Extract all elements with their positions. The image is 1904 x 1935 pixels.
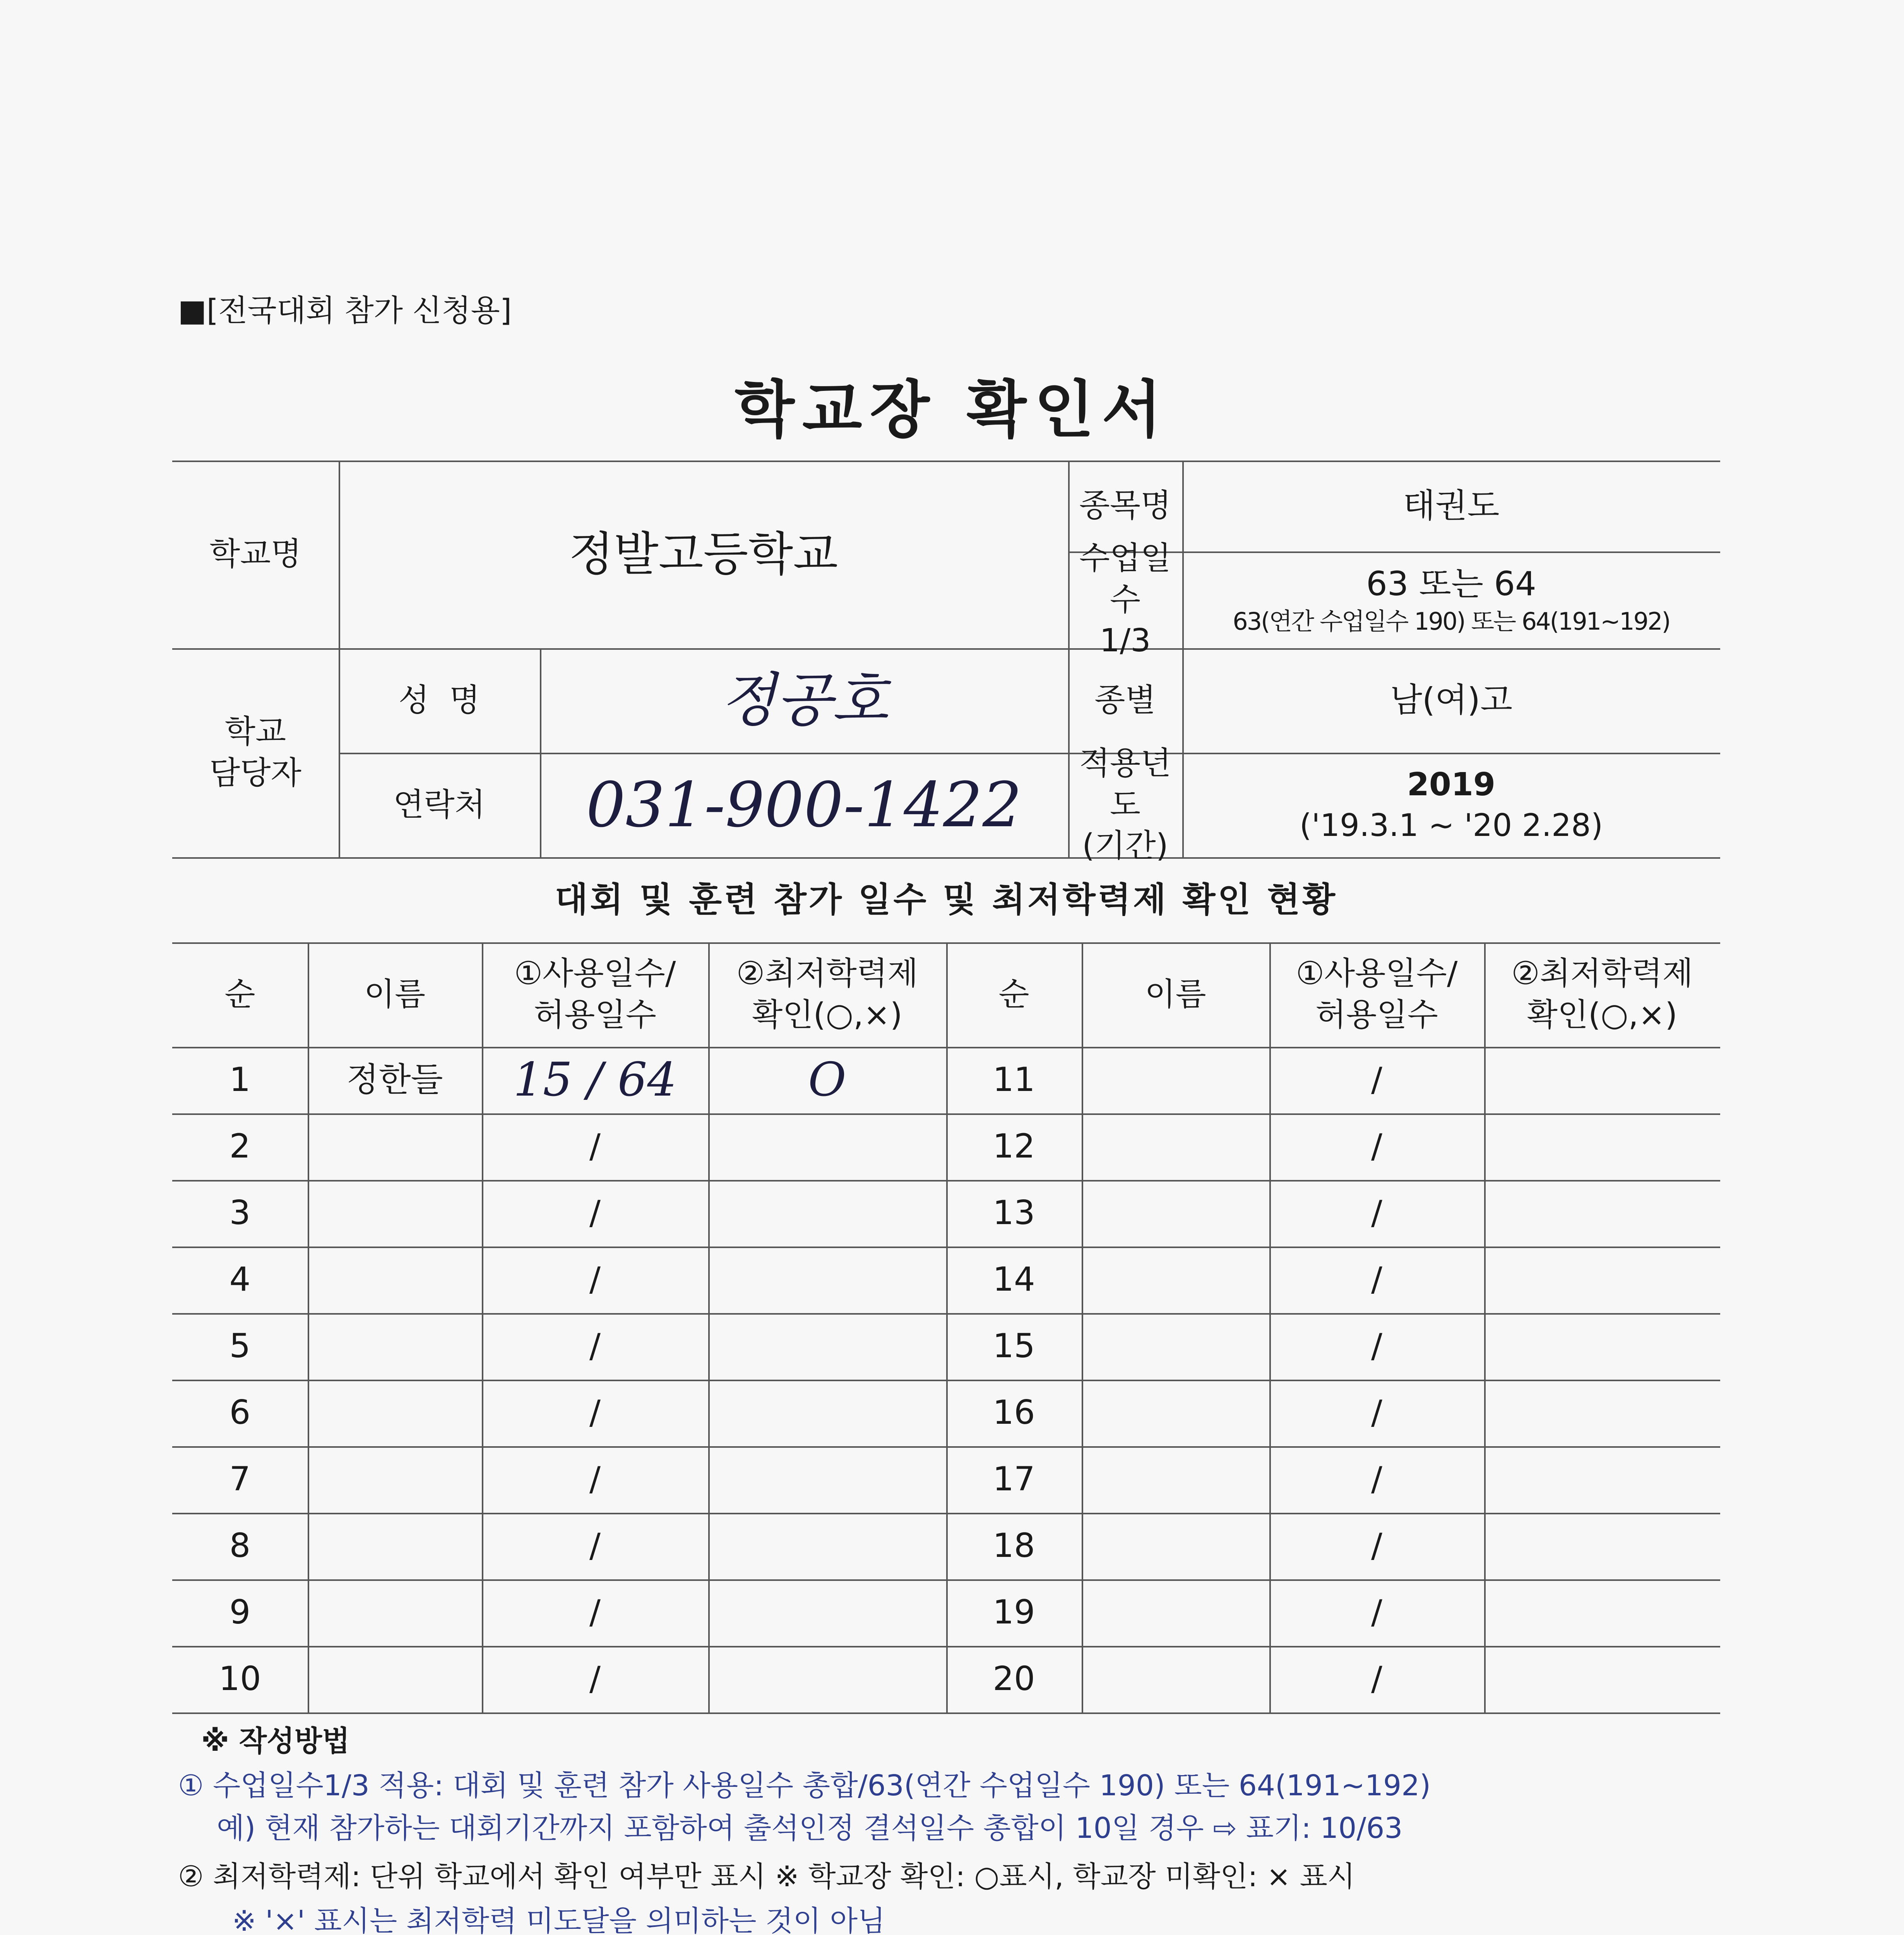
row-18-seq: 18 [993,1526,1035,1565]
notes-heading: ※ 작성방법 [201,1724,350,1758]
col-days-header-right [1269,942,1484,1047]
row-20-name [1082,1646,1269,1712]
row-12-name [1082,1113,1269,1180]
row-19-check [1484,1579,1720,1646]
col-name-header-right: 이름 [1145,976,1206,1013]
row-8-seq: 8 [229,1526,251,1565]
class-days-label [1068,540,1182,659]
row-19-days: / [1371,1593,1382,1632]
contact-label-2: 담당자 [209,755,301,791]
row-12-seq: 12 [993,1127,1035,1166]
row-10-days: / [589,1659,601,1699]
row-2-check [708,1113,946,1180]
year-label-1: 적용년도 [1079,745,1171,823]
row-14-seq: 14 [993,1260,1035,1299]
event-label: 종목명 [1079,487,1171,524]
row-13-days: / [1371,1194,1382,1233]
class-days-label-2: 1/3 [1099,622,1151,659]
row-3-check [708,1180,946,1247]
doc-tag: ■[전국대회 참가 신청용] [178,293,512,328]
col-days-header [482,942,708,1047]
event-value: 태권도 [1403,486,1500,525]
row-18-days: / [1371,1526,1382,1565]
col-check-header-right-1: ②최저학력제 [1511,955,1693,992]
row-15-check [1484,1313,1720,1380]
class-days-label-1: 수업일수 [1079,540,1171,618]
year-value-1: 2019 [1407,766,1496,803]
year-label [1068,745,1182,865]
col-seq-header-right: 순 [998,976,1029,1013]
row-6-name [308,1380,482,1446]
row-1-check: O [808,1053,846,1107]
row-8-days: / [589,1526,601,1565]
person-name-value: 정공호 [720,666,888,734]
row-3-name [308,1180,482,1247]
school-name-value: 정발고등학교 [568,527,838,581]
row-1-days: 15 / 64 [513,1053,677,1107]
row-6-check [708,1380,946,1446]
row-15-name [1082,1313,1269,1380]
row-10-name [308,1646,482,1712]
col-days-header-right-1: ①사용일수/ [1296,955,1458,992]
row-7-check [708,1446,946,1513]
col-seq-header: 순 [224,976,255,1013]
row-7-name [308,1446,482,1513]
row-8-check [708,1513,946,1579]
row-13-name [1082,1180,1269,1247]
class-days-value-1: 63 또는 64 [1366,564,1536,603]
row-5-seq: 5 [229,1327,251,1366]
row-20-days: / [1371,1659,1382,1699]
row-17-seq: 17 [993,1460,1035,1499]
col-days-header-1: ①사용일수/ [514,955,676,992]
contact-label [172,648,339,857]
row-10-seq: 10 [219,1659,261,1699]
row-11-days: / [1371,1060,1382,1099]
row-13-seq: 13 [993,1194,1035,1233]
row-19-name [1082,1579,1269,1646]
row-15-seq: 15 [993,1327,1035,1366]
row-13-check [1484,1180,1720,1247]
note-2a: ② 최저학력제: 단위 학교에서 확인 여부만 표시 ※ 학교장 확인: ○표시, 학교장 미확인: × 표시 [178,1860,1355,1893]
col-days-header-2: 허용일수 [534,997,656,1033]
note-2b: ※ '×' 표시는 최저학력 미도달을 의미하는 것이 아님 [232,1904,885,1935]
note-1b: 예) 현재 참가하는 대회기간까지 포함하여 출석인정 결석일수 총합이 10일 경우 ⇨ 표기: 10/63 [217,1812,1403,1845]
phone-label: 연락처 [393,786,485,823]
row-3-days: / [589,1194,601,1233]
row-2-days: / [589,1127,601,1166]
row-19-seq: 19 [993,1593,1035,1632]
row-4-seq: 4 [229,1260,251,1299]
row-3-seq: 3 [229,1194,251,1233]
row-17-check [1484,1446,1720,1513]
row-9-seq: 9 [229,1593,251,1632]
row-9-days: / [589,1593,601,1632]
row-16-seq: 16 [993,1393,1035,1432]
row-20-seq: 20 [993,1659,1035,1699]
row-10-check [708,1646,946,1712]
row-17-name [1082,1446,1269,1513]
row-14-days: / [1371,1260,1382,1299]
contact-label-1: 학교 [224,713,286,750]
row-6-days: / [589,1393,601,1432]
row-4-name [308,1247,482,1313]
row-7-days: / [589,1460,601,1499]
year-value-2: ('19.3.1 ~ '20 2.28) [1299,807,1603,844]
class-days-value-2: 63(연간 수업일수 190) 또는 64(191~192) [1233,607,1670,635]
page-title: 학교장 확인서 [735,373,1169,446]
row-11-seq: 11 [993,1060,1035,1099]
col-check-header-right-2: 확인(○,×) [1527,997,1678,1033]
row-18-name [1082,1513,1269,1579]
row-18-check [1484,1513,1720,1579]
row-8-name [308,1513,482,1579]
row-9-name [308,1579,482,1646]
row-12-days: / [1371,1127,1382,1166]
row-11-name [1082,1047,1269,1113]
row-16-name [1082,1380,1269,1446]
gender-value: 남(여)고 [1390,681,1513,720]
row-1-name: 정한들 [346,1060,443,1099]
phone-value: 031-900-1422 [586,769,1022,841]
status-title: 대회 및 훈련 참가 일수 및 최저학력제 확인 현황 [555,880,1338,920]
gender-label: 종별 [1094,682,1156,719]
row-17-days: / [1371,1460,1382,1499]
row-5-days: / [589,1327,601,1366]
row-20-check [1484,1646,1720,1712]
col-check-header [708,942,946,1047]
row-11-check [1484,1047,1720,1113]
year-value [1182,753,1720,857]
row-12-check [1484,1113,1720,1180]
row-7-seq: 7 [229,1460,251,1499]
row-1-seq: 1 [229,1060,251,1099]
row-2-seq: 2 [229,1127,251,1166]
col-check-header-2: 확인(○,×) [752,997,902,1033]
row-9-check [708,1579,946,1646]
row-4-days: / [589,1260,601,1299]
person-name-label: 성 명 [398,682,480,719]
row-5-check [708,1313,946,1380]
school-name-label: 학교명 [209,536,301,573]
row-14-check [1484,1247,1720,1313]
year-label-2: (기간) [1082,827,1168,865]
col-check-header-1: ②최저학력제 [736,955,918,992]
class-days-value [1182,551,1720,648]
row-16-check [1484,1380,1720,1446]
row-6-seq: 6 [229,1393,251,1432]
row-15-days: / [1371,1327,1382,1366]
row-2-name [308,1113,482,1180]
row-5-name [308,1313,482,1380]
col-name-header: 이름 [364,976,426,1013]
row-16-days: / [1371,1393,1382,1432]
row-4-check [708,1247,946,1313]
row-14-name [1082,1247,1269,1313]
col-days-header-right-2: 허용일수 [1315,997,1438,1033]
note-1a: ① 수업일수1/3 적용: 대회 및 훈련 참가 사용일수 총합/63(연간 수업일수 190) 또는 64(191~192) [178,1769,1431,1802]
col-check-header-right [1484,942,1720,1047]
